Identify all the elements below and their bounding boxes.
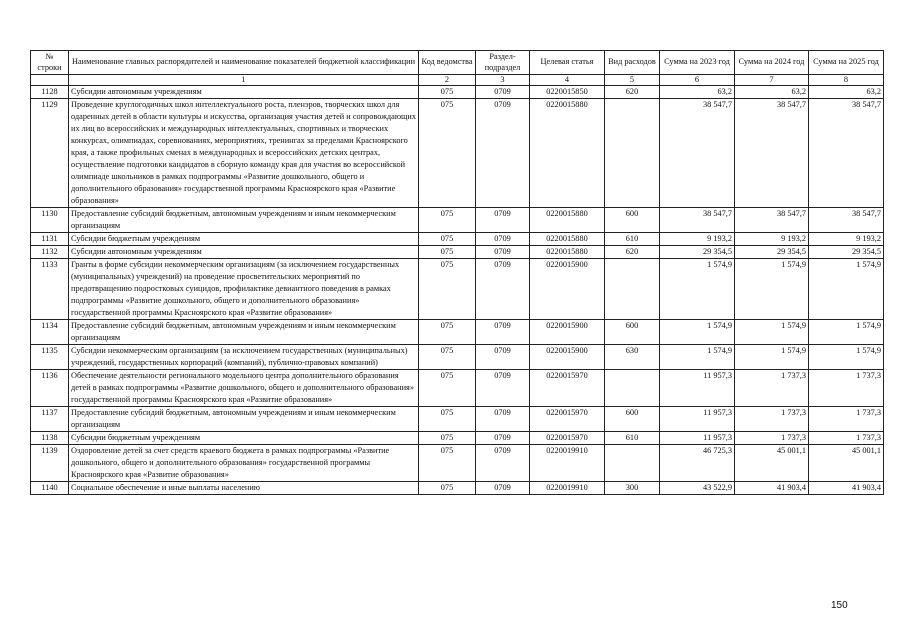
row-dept-code: 075 <box>419 445 476 482</box>
row-sum-2023: 9 193,2 <box>660 233 735 246</box>
row-sum-2025: 1 574,9 <box>809 320 884 345</box>
row-sum-2024: 45 001,1 <box>735 445 809 482</box>
row-expense-type <box>605 99 660 208</box>
header-row <box>31 51 884 75</box>
table-row <box>31 482 884 495</box>
row-sum-2023: 43 522,9 <box>660 482 735 495</box>
row-sum-2023: 38 547,7 <box>660 99 735 208</box>
row-name: Гранты в форме субсидии некоммерческим организациям (за исключением государственных (муниципальных) учреждений) на проведение просветительских мероприятий по предотвращению подростковых суицидов, профилактике девиантного поведения в рамках подпрограммы «Развитие дошкольного, общего и дополнительного образования» государственной программы Красноярского края «Развитие образования» <box>69 259 419 320</box>
row-sum-2023: 46 725,3 <box>660 445 735 482</box>
row-sum-2023: 1 574,9 <box>660 320 735 345</box>
row-target-item: 0220015900 <box>530 320 605 345</box>
row-section: 0709 <box>476 445 530 482</box>
row-sum-2024: 1 737,3 <box>735 370 809 407</box>
row-expense-type: 620 <box>605 246 660 259</box>
row-section: 0709 <box>476 86 530 99</box>
row-sum-2025: 63,2 <box>809 86 884 99</box>
row-sum-2025: 1 737,3 <box>809 407 884 432</box>
row-number: 1139 <box>31 445 69 482</box>
row-name: Субсидии бюджетным учреждениям <box>69 233 419 246</box>
row-number: 1129 <box>31 99 69 208</box>
row-sum-2023: 1 574,9 <box>660 259 735 320</box>
row-dept-code: 075 <box>419 259 476 320</box>
row-number: 1134 <box>31 320 69 345</box>
row-expense-type: 600 <box>605 208 660 233</box>
row-expense-type: 610 <box>605 233 660 246</box>
header-expense-type: Вид расходов <box>605 51 660 75</box>
row-sum-2023: 63,2 <box>660 86 735 99</box>
column-number: 1 <box>69 75 419 86</box>
row-sum-2025: 1 574,9 <box>809 259 884 320</box>
row-dept-code: 075 <box>419 86 476 99</box>
header-sum-2023: Сумма на 2023 год <box>660 51 735 75</box>
row-target-item: 0220019910 <box>530 445 605 482</box>
row-expense-type: 630 <box>605 345 660 370</box>
row-section: 0709 <box>476 99 530 208</box>
row-dept-code: 075 <box>419 233 476 246</box>
row-target-item: 0220015880 <box>530 99 605 208</box>
row-name: Предоставление субсидий бюджетным, автономным учреждениям и иным некоммерческим организациям <box>69 208 419 233</box>
column-number-row <box>31 75 884 86</box>
row-sum-2024: 1 737,3 <box>735 407 809 432</box>
row-number: 1135 <box>31 345 69 370</box>
table-row <box>31 345 884 370</box>
row-name: Субсидии автономным учреждениям <box>69 86 419 99</box>
row-section: 0709 <box>476 259 530 320</box>
row-expense-type: 620 <box>605 86 660 99</box>
row-section: 0709 <box>476 345 530 370</box>
header-sum-2025: Сумма на 2025 год <box>809 51 884 75</box>
row-name: Субсидии автономным учреждениям <box>69 246 419 259</box>
row-section: 0709 <box>476 482 530 495</box>
table-row <box>31 99 884 208</box>
column-number <box>31 75 69 86</box>
row-number: 1128 <box>31 86 69 99</box>
header-name: Наименование главных распорядителей и наименование показателей бюджетной классификации <box>69 51 419 75</box>
row-sum-2024: 9 193,2 <box>735 233 809 246</box>
table-row <box>31 86 884 99</box>
header-target-item: Целевая статья <box>530 51 605 75</box>
header-section: Раздел-подраздел <box>476 51 530 75</box>
table-row <box>31 246 884 259</box>
budget-table <box>30 50 884 495</box>
table-row <box>31 432 884 445</box>
row-sum-2024: 1 574,9 <box>735 259 809 320</box>
row-target-item: 0220015900 <box>530 345 605 370</box>
column-number: 3 <box>476 75 530 86</box>
row-section: 0709 <box>476 370 530 407</box>
row-sum-2025: 29 354,5 <box>809 246 884 259</box>
table-row <box>31 259 884 320</box>
row-number: 1133 <box>31 259 69 320</box>
row-dept-code: 075 <box>419 246 476 259</box>
table-row <box>31 208 884 233</box>
row-dept-code: 075 <box>419 370 476 407</box>
column-number: 8 <box>809 75 884 86</box>
row-target-item: 0220015850 <box>530 86 605 99</box>
row-target-item: 0220015880 <box>530 208 605 233</box>
table-row <box>31 445 884 482</box>
row-sum-2023: 1 574,9 <box>660 345 735 370</box>
row-name: Предоставление субсидий бюджетным, автономным учреждениям и иным некоммерческим организациям <box>69 407 419 432</box>
row-expense-type <box>605 370 660 407</box>
row-target-item: 0220015900 <box>530 259 605 320</box>
page-number: 150 <box>831 600 848 611</box>
row-target-item: 0220019910 <box>530 482 605 495</box>
row-dept-code: 075 <box>419 99 476 208</box>
row-dept-code: 075 <box>419 345 476 370</box>
row-expense-type: 600 <box>605 407 660 432</box>
table-row <box>31 370 884 407</box>
row-name: Социальное обеспечение и иные выплаты населению <box>69 482 419 495</box>
row-sum-2025: 45 001,1 <box>809 445 884 482</box>
row-expense-type: 300 <box>605 482 660 495</box>
column-number: 4 <box>530 75 605 86</box>
row-number: 1132 <box>31 246 69 259</box>
row-section: 0709 <box>476 432 530 445</box>
row-sum-2024: 1 574,9 <box>735 320 809 345</box>
row-dept-code: 075 <box>419 407 476 432</box>
row-dept-code: 075 <box>419 320 476 345</box>
column-number: 2 <box>419 75 476 86</box>
row-target-item: 0220015880 <box>530 233 605 246</box>
row-number: 1130 <box>31 208 69 233</box>
row-sum-2025: 9 193,2 <box>809 233 884 246</box>
header-row-number: № строки <box>31 51 69 75</box>
row-name: Проведение круглогодичных школ интеллектуального роста, пленэров, творческих школ для одаренных детей в области культуры и искусства, организация участия детей и сопровождающих их лиц во всероссийских и международных интеллектуальных, спортивных и творческих конкурсах, олимпиадах, соревнованиях, мероприятиях, тренингах за пределами Красноярского края, а также профильных сменах в международных и всероссийских детских центрах, осуществление подготовки кандидатов в сборную команду края для участия во всероссийской олимпиаде школьников в рамках подпрограммы «Развитие дошкольного, общего и дополнительного образования» государственной программы Красноярского края «Развитие образования» <box>69 99 419 208</box>
row-sum-2024: 41 903,4 <box>735 482 809 495</box>
row-dept-code: 075 <box>419 482 476 495</box>
row-number: 1137 <box>31 407 69 432</box>
row-sum-2023: 38 547,7 <box>660 208 735 233</box>
row-name: Предоставление субсидий бюджетным, автономным учреждениям и иным некоммерческим организациям <box>69 320 419 345</box>
table-header <box>31 51 884 86</box>
row-name: Субсидии некоммерческим организациям (за исключением государственных (муниципальных) учреждений, государственных корпораций (компаний), публично-правовых компаний) <box>69 345 419 370</box>
row-section: 0709 <box>476 233 530 246</box>
row-sum-2025: 1 574,9 <box>809 345 884 370</box>
row-expense-type: 600 <box>605 320 660 345</box>
row-expense-type <box>605 259 660 320</box>
row-number: 1140 <box>31 482 69 495</box>
row-section: 0709 <box>476 208 530 233</box>
row-sum-2024: 38 547,7 <box>735 208 809 233</box>
row-target-item: 0220015880 <box>530 246 605 259</box>
row-sum-2025: 38 547,7 <box>809 99 884 208</box>
row-sum-2024: 38 547,7 <box>735 99 809 208</box>
row-section: 0709 <box>476 320 530 345</box>
row-sum-2024: 29 354,5 <box>735 246 809 259</box>
column-number: 7 <box>735 75 809 86</box>
row-number: 1131 <box>31 233 69 246</box>
column-number: 6 <box>660 75 735 86</box>
row-sum-2025: 41 903,4 <box>809 482 884 495</box>
row-sum-2024: 63,2 <box>735 86 809 99</box>
row-number: 1138 <box>31 432 69 445</box>
row-number: 1136 <box>31 370 69 407</box>
table-row <box>31 233 884 246</box>
row-dept-code: 075 <box>419 208 476 233</box>
row-sum-2023: 11 957,3 <box>660 370 735 407</box>
row-section: 0709 <box>476 407 530 432</box>
row-name: Субсидии бюджетным учреждениям <box>69 432 419 445</box>
row-sum-2025: 1 737,3 <box>809 432 884 445</box>
column-number: 5 <box>605 75 660 86</box>
header-sum-2024: Сумма на 2024 год <box>735 51 809 75</box>
table-row <box>31 407 884 432</box>
row-dept-code: 075 <box>419 432 476 445</box>
table-body <box>31 86 884 495</box>
row-sum-2024: 1 574,9 <box>735 345 809 370</box>
row-target-item: 0220015970 <box>530 407 605 432</box>
row-name: Обеспечение деятельности регионального модельного центра дополнительного образования детей в рамках подпрограммы «Развитие дошкольного, общего и дополнительного образования» государственной программы Красноярского края «Развитие образования» <box>69 370 419 407</box>
row-target-item: 0220015970 <box>530 370 605 407</box>
row-sum-2024: 1 737,3 <box>735 432 809 445</box>
row-name: Оздоровление детей за счет средств краевого бюджета в рамках подпрограммы «Развитие дошкольного, общего и дополнительного образования» государственной программы Красноярского края «Развитие образования» <box>69 445 419 482</box>
row-target-item: 0220015970 <box>530 432 605 445</box>
row-expense-type: 610 <box>605 432 660 445</box>
row-sum-2023: 11 957,3 <box>660 407 735 432</box>
table-row <box>31 320 884 345</box>
row-sum-2025: 38 547,7 <box>809 208 884 233</box>
row-sum-2025: 1 737,3 <box>809 370 884 407</box>
row-expense-type <box>605 445 660 482</box>
row-sum-2023: 11 957,3 <box>660 432 735 445</box>
row-section: 0709 <box>476 246 530 259</box>
header-dept-code: Код ведомства <box>419 51 476 75</box>
row-sum-2023: 29 354,5 <box>660 246 735 259</box>
